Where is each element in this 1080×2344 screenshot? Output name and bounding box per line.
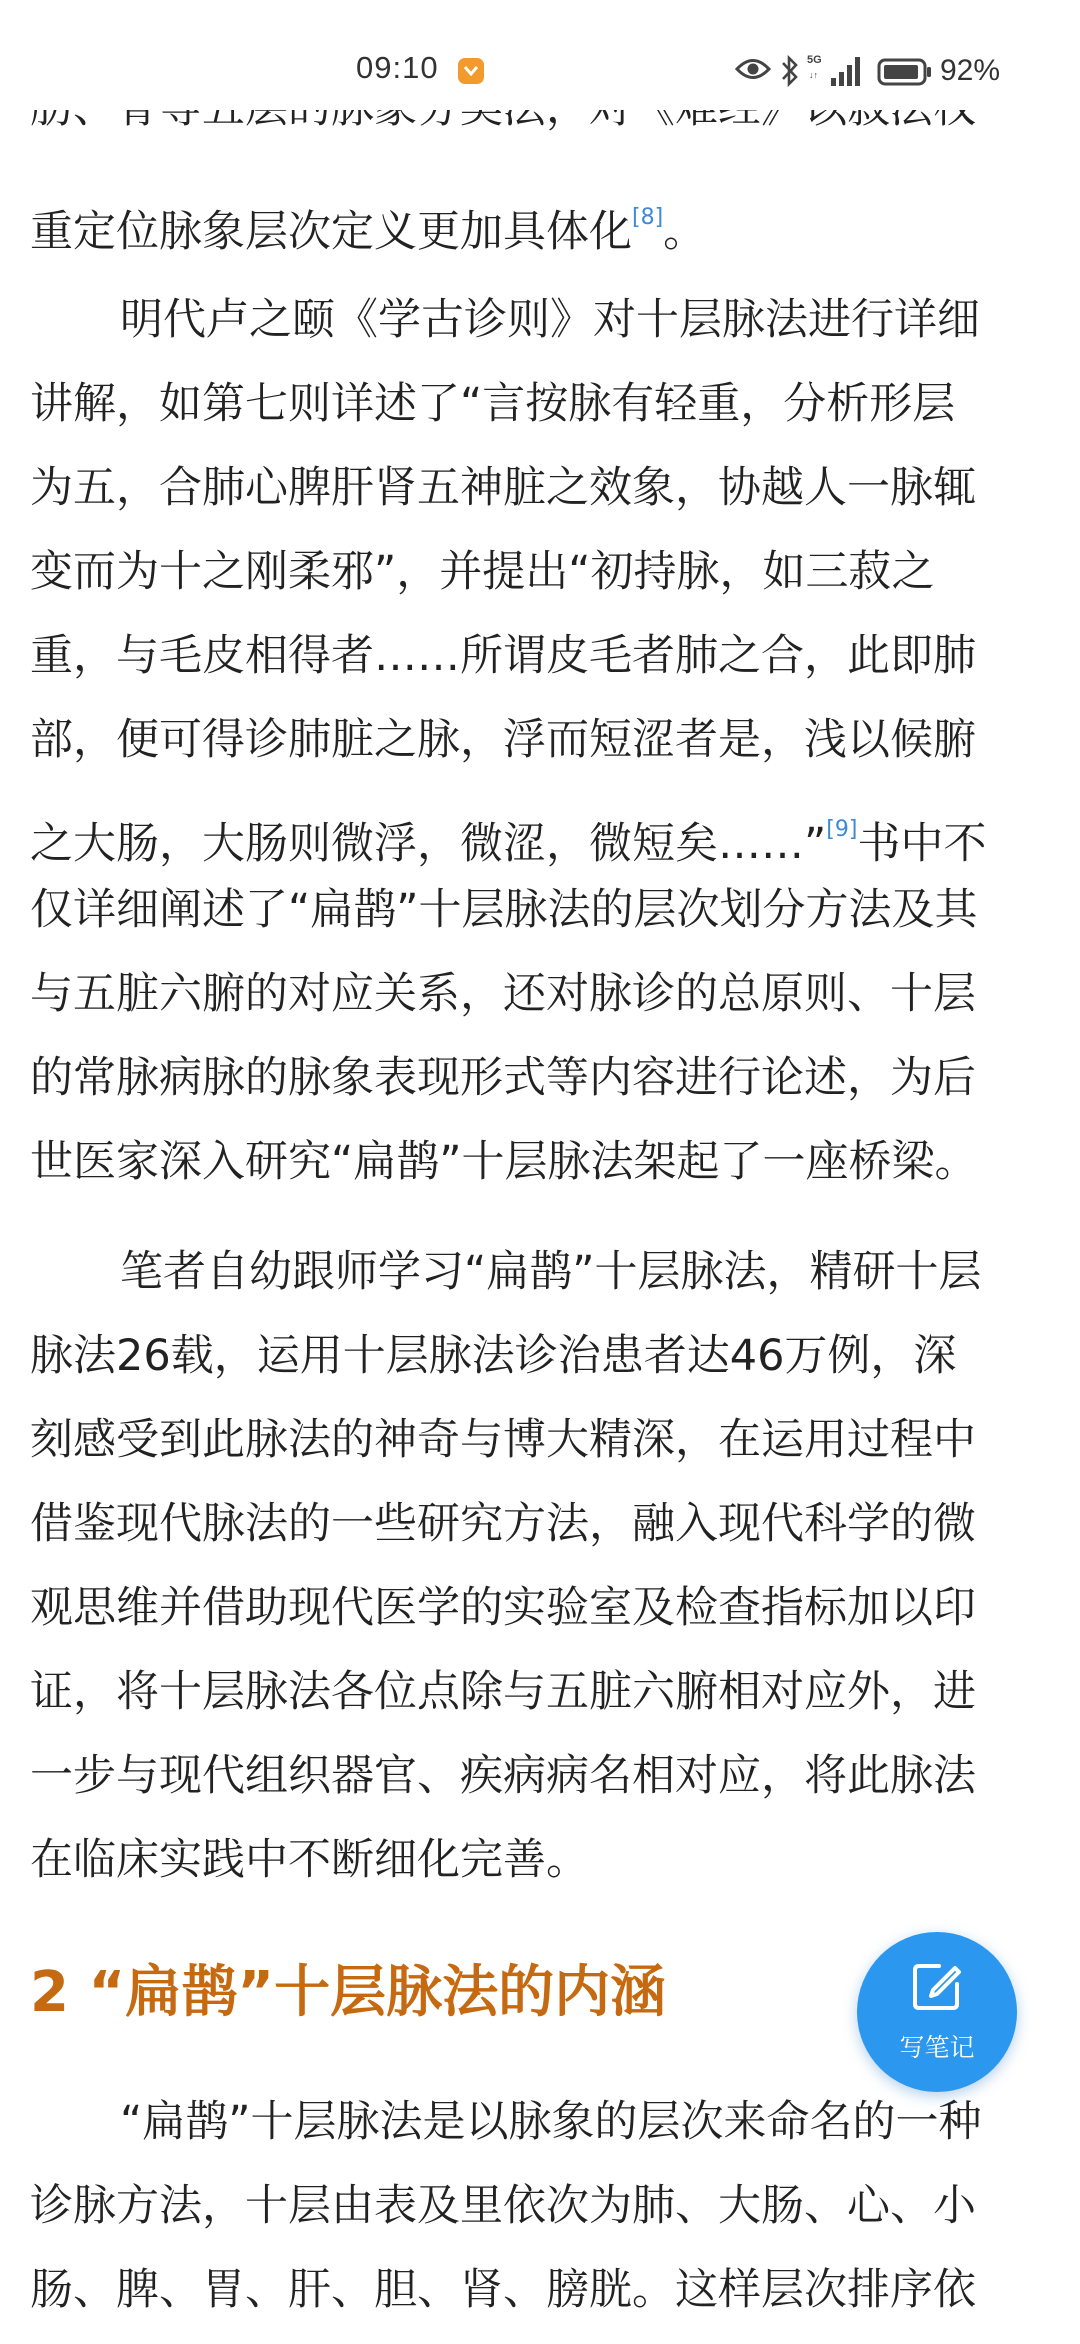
write-note-button[interactable] <box>857 1932 1017 2092</box>
text-line: “扁鹊”十层脉法是以脉象的层次来命名的一种 <box>120 2097 982 2147</box>
write-note-label: 写笔记 <box>899 2033 975 2062</box>
text-span: 之大肠，大肠则微浮，微涩，微短矣……” <box>30 819 827 869</box>
text-line: 刻感受到此脉法的神奇与博大精深，在运用过程中 <box>30 1415 976 1465</box>
text-line: 借鉴现代脉法的一些研究方法，融入现代科学的微 <box>30 1499 976 1549</box>
text-line: 明代卢之颐《学古诊则》对十层脉法进行详细 <box>120 295 980 345</box>
text-line: 为五，合肺心脾肝肾五神脏之效象，协越人一脉辄 <box>30 463 976 513</box>
eye-icon <box>735 56 771 82</box>
svg-text:↓↑: ↓↑ <box>809 70 818 80</box>
text-span: 重定位脉象层次定义更加具体化 <box>30 207 632 257</box>
home-indicator <box>0 2336 1080 2344</box>
text-line: 证，将十层脉法各位点除与五脏六腑相对应外，进 <box>30 1667 976 1717</box>
bluetooth-icon <box>779 54 801 88</box>
text-line: 肠、脾、胃、肝、胆、肾、膀胱。这样层次排序依 <box>30 2265 976 2315</box>
text-line: 变而为十之刚柔邪”，并提出“初持脉，如三菽之 <box>30 547 935 597</box>
app-notification-icon <box>458 58 484 84</box>
text-line <box>30 800 986 874</box>
text-line: 仅详细阐述了“扁鹊”十层脉法的层次划分方法及其 <box>30 885 978 935</box>
text-line: 世医家深入研究“扁鹊”十层脉法架起了一座桥梁。 <box>30 1137 978 1187</box>
citation-link-9[interactable]: [9] <box>826 817 858 842</box>
text-line: 观思维并借助现代医学的实验室及检查指标加以印 <box>30 1583 976 1633</box>
battery-icon <box>877 58 933 86</box>
status-bar <box>0 0 1080 110</box>
text-line: 脉法26载，运用十层脉法诊治患者达46万例，深 <box>30 1331 957 1381</box>
text-line: 重，与毛皮相得者……所谓皮毛者肺之合，此即肺 <box>30 631 976 681</box>
edit-icon <box>909 1958 965 2014</box>
status-time: 09:10 <box>356 50 439 85</box>
text-line: 部，便可得诊肺脏之脉，浮而短涩者是，浅以候腑 <box>30 715 976 765</box>
text-line: 在临床实践中不断细化完善。 <box>30 1835 589 1885</box>
text-line: 与五脏六腑的对应关系，还对脉诊的总原则、十层 <box>30 969 976 1019</box>
5g-signal-icon <box>807 52 873 88</box>
text-span: 书中不 <box>857 819 987 869</box>
text-line: 讲解，如第七则详述了“言按脉有轻重，分析形层 <box>30 379 956 429</box>
citation-link-8[interactable]: [8] <box>632 205 664 230</box>
battery-percentage: 92% <box>940 54 1001 87</box>
text-line: 诊脉方法，十层由表及里依次为肺、大肠、心、小 <box>30 2181 976 2231</box>
svg-text:5G: 5G <box>807 54 822 66</box>
text-span: 。 <box>663 207 707 257</box>
section-heading: 2 “扁鹊”十层脉法的内涵 <box>30 1960 667 2025</box>
text-line: 笔者自幼跟师学习“扁鹊”十层脉法，精研十层 <box>120 1247 982 1297</box>
text-line: 一步与现代组织器官、疾病病名相对应，将此脉法 <box>30 1751 976 1801</box>
text-line: 的常脉病脉的脉象表现形式等内容进行论述，为后 <box>30 1053 976 1103</box>
text-line <box>30 188 706 262</box>
